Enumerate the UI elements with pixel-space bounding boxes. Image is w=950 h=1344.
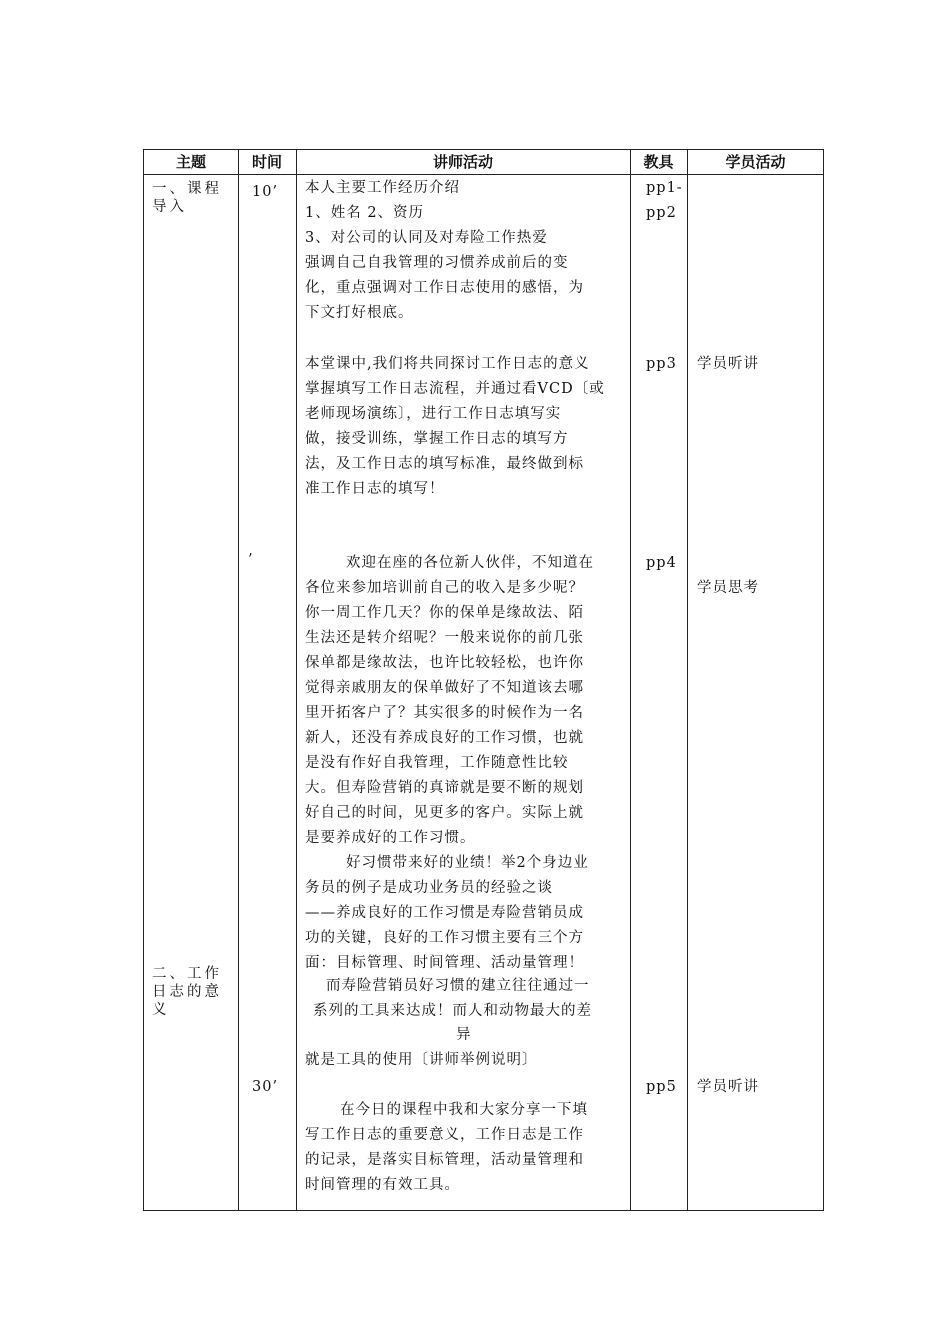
column-divider bbox=[296, 150, 297, 1210]
activity-line: 就是工具的使用〔讲师举例说明〕 bbox=[305, 1052, 538, 1068]
activity-line: 好习惯带来好的业绩！举2个身边业 bbox=[346, 855, 589, 871]
activity-line: 面：目标管理、时间管理、活动量管理！ bbox=[305, 955, 584, 971]
topic-1-line1: 一、课程 bbox=[152, 181, 222, 197]
activity-line: 系列的工具来达成！而人和动物最大的差 bbox=[313, 1003, 592, 1019]
student-activity-2: 学员思考 bbox=[697, 580, 759, 596]
tool-2: pp3 bbox=[646, 356, 677, 372]
activity-line: 下文打好根底。 bbox=[305, 305, 414, 321]
student-activity-1: 学员听讲 bbox=[697, 356, 759, 372]
header-student-activity: 学员活动 bbox=[725, 153, 786, 171]
time-mark: ’ bbox=[248, 552, 254, 568]
activity-line: 本人主要工作经历介绍 bbox=[305, 180, 460, 196]
tool-1a: pp1- bbox=[646, 180, 683, 196]
column-divider bbox=[630, 150, 631, 1210]
activity-line: ——养成良好的工作习惯是寿险营销员成 bbox=[305, 905, 584, 921]
tool-3: pp4 bbox=[646, 555, 677, 571]
student-activity-3: 学员听讲 bbox=[697, 1079, 759, 1095]
column-divider bbox=[238, 150, 239, 1210]
topic-1-line2: 导入 bbox=[152, 199, 187, 215]
tool-4: pp5 bbox=[646, 1079, 677, 1095]
activity-line: 本堂课中,我们将共同探讨工作日志的意义 bbox=[305, 356, 590, 372]
activity-line: 化，重点强调对工作日志使用的感悟，为 bbox=[305, 280, 584, 296]
activity-line: 异 bbox=[456, 1027, 472, 1043]
activity-line: 里开拓客户了？其实很多的时候作为一名 bbox=[305, 705, 584, 721]
topic-2-line1: 二、工作 bbox=[152, 966, 222, 982]
header-divider bbox=[144, 174, 823, 175]
activity-line: 务员的例子是成功业务员的经验之谈 bbox=[305, 880, 553, 896]
activity-line: 的记录，是落实目标管理，活动量管理和 bbox=[305, 1152, 584, 1168]
header-teaching-aids: 教具 bbox=[643, 153, 674, 171]
activity-line: 而寿险营销员好习惯的建立往往通过一 bbox=[326, 978, 590, 994]
activity-line: 功的关键，良好的工作习惯主要有三个方 bbox=[305, 930, 584, 946]
activity-line: 老师现场演练〕，进行工作日志填写实 bbox=[305, 406, 562, 422]
header-topic: 主题 bbox=[175, 153, 206, 171]
activity-line: 1、姓名 2、资历 bbox=[305, 205, 425, 221]
activity-line: 保单都是缘故法，也许比较轻松，也许你 bbox=[305, 655, 584, 671]
activity-line: 生法还是转介绍呢？一般来说你的前几张 bbox=[305, 630, 584, 646]
activity-line: 是没有作好自我管理，工作随意性比较 bbox=[305, 755, 569, 771]
topic-2-line3: 义 bbox=[152, 1002, 170, 1018]
time-1: 10’ bbox=[252, 184, 279, 200]
activity-line: 好自己的时间，见更多的客户。实际上就 bbox=[305, 805, 584, 821]
header-instructor-activity: 讲师活动 bbox=[432, 153, 493, 171]
column-divider bbox=[687, 150, 688, 1210]
activity-line: 新人，还没有养成良好的工作习惯，也就 bbox=[305, 730, 584, 746]
header-time: 时间 bbox=[251, 153, 282, 171]
tool-1b: pp2 bbox=[646, 205, 677, 221]
topic-2-line2: 日志的意 bbox=[152, 984, 222, 1000]
activity-line: 3、对公司的认同及对寿险工作热爱 bbox=[305, 230, 548, 246]
time-2: 30’ bbox=[252, 1079, 279, 1095]
activity-line: 掌握填写工作日志流程，并通过看VCD〔或 bbox=[305, 381, 605, 397]
activity-line: 做，接受训练，掌握工作日志的填写方 bbox=[305, 431, 569, 447]
activity-line: 在今日的课程中我和大家分享一下填 bbox=[340, 1102, 588, 1118]
activity-line: 强调自己自我管理的习惯养成前后的变 bbox=[305, 255, 569, 271]
activity-line: 你一周工作几天？你的保单是缘故法、陌 bbox=[305, 605, 584, 621]
activity-line: 时间管理的有效工具。 bbox=[305, 1177, 460, 1193]
activity-line: 法，及工作日志的填写标准，最终做到标 bbox=[305, 456, 584, 472]
activity-line: 欢迎在座的各位新人伙伴，不知道在 bbox=[346, 555, 594, 571]
activity-line: 觉得亲戚朋友的保单做好了不知道该去哪 bbox=[305, 680, 584, 696]
activity-line: 大。但寿险营销的真谛就是要不断的规划 bbox=[305, 780, 584, 796]
activity-line: 准工作日志的填写！ bbox=[305, 481, 445, 497]
activity-line: 各位来参加培训前自己的收入是多少呢？ bbox=[305, 580, 584, 596]
activity-line: 写工作日志的重要意义，工作日志是工作 bbox=[305, 1127, 584, 1143]
activity-line: 是要养成好的工作习惯。 bbox=[305, 830, 476, 846]
